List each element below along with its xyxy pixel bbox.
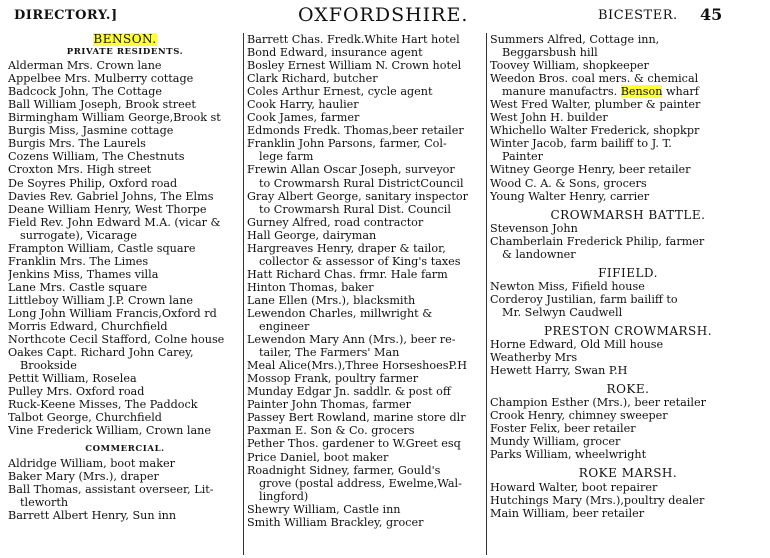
- entry-text: Roadnight Sidney, farmer, Gould's: [247, 463, 441, 477]
- header-section-label: DIRECTORY.]: [14, 8, 118, 23]
- entry-text: Frampton William, Castle square: [8, 241, 196, 255]
- entry-text: PRESTON CROWMARSH.: [543, 324, 713, 338]
- entry-text: PRIVATE RESIDENTS.: [66, 47, 184, 58]
- entry-text: Wood C. A. & Sons, grocers: [490, 176, 647, 190]
- entry-text: Frewin Allan Oscar Joseph, surveyor: [247, 163, 455, 177]
- entry-continuation: [490, 306, 766, 319]
- entry-text: Smith William Brackley, grocer: [247, 515, 424, 529]
- directory-entry: [490, 72, 766, 85]
- entry-text: lege farm: [259, 150, 314, 164]
- directory-entry: [8, 72, 242, 85]
- directory-entry: [8, 150, 242, 163]
- entry-text: Badcock John, The Cottage: [8, 85, 162, 99]
- entry-text: Davies Rev. Gabriel Johns, The Elms: [8, 189, 214, 203]
- entry-text: Burgis Mrs. The Laurels: [8, 137, 146, 151]
- entry-text: Long John William Francis,Oxford rd: [8, 306, 217, 320]
- directory-column-2: [247, 33, 487, 529]
- directory-entry: [8, 190, 242, 203]
- directory-entry: [8, 424, 242, 437]
- directory-entry: [490, 124, 766, 137]
- entry-text: Northcote Cecil Stafford, Colne house: [8, 333, 225, 347]
- entry-text: Pettit William, Roselea: [8, 372, 137, 386]
- directory-entry: [247, 451, 487, 464]
- entry-text: Cozens William, The Chestnuts: [8, 150, 185, 164]
- place-heading: [490, 383, 766, 396]
- directory-entry: [8, 85, 242, 98]
- entry-text: engineer: [259, 320, 310, 334]
- directory-entry: [490, 435, 766, 448]
- directory-entry: [490, 481, 766, 494]
- entry-text: Toovey William, shopkeeper: [490, 59, 649, 73]
- entry-text: Lane Ellen (Mrs.), blacksmith: [247, 293, 416, 307]
- header-town: BICESTER.: [598, 8, 678, 23]
- entry-text: West Fred Walter, plumber & painter: [490, 98, 701, 112]
- directory-entry: [247, 163, 487, 176]
- entry-text: Champion Esther (Mrs.), beer retailer: [490, 396, 706, 410]
- entry-text: Franklin John Parsons, farmer, Col-: [247, 137, 447, 151]
- entry-text: Horne Edward, Old Mill house: [490, 338, 664, 352]
- directory-entry: [490, 137, 766, 150]
- entry-text: COMMERCIAL.: [85, 444, 165, 455]
- entry-text: Chamberlain Frederick Philip, farmer: [490, 234, 705, 248]
- directory-entry: [8, 268, 242, 281]
- entry-text: Aldridge William, boot maker: [8, 456, 175, 470]
- place-heading: [490, 325, 766, 338]
- entry-text: Cook James, farmer: [247, 111, 360, 125]
- directory-entry: [490, 422, 766, 435]
- entry-text: Winter Jacob, farm bailiff to J. T.: [490, 137, 672, 151]
- entry-text: Hargreaves Henry, draper & tailor,: [247, 241, 446, 255]
- entry-continuation: [247, 490, 487, 503]
- directory-entry: [247, 216, 487, 229]
- directory-entry: [247, 59, 487, 72]
- entry-text: De Soyres Philip, Oxford road: [8, 176, 178, 190]
- directory-entry: [8, 346, 242, 359]
- header-county-title: OXFORDSHIRE.: [298, 4, 469, 26]
- entry-text: Barrett Chas. Fredk.White Hart hotel: [247, 33, 460, 46]
- entry-continuation: [247, 346, 487, 359]
- entry-text: grove (postal address, Ewelme,Wal-: [259, 476, 462, 490]
- entry-continuation: [490, 150, 766, 163]
- entry-text: Mundy William, grocer: [490, 435, 621, 449]
- directory-entry: [490, 338, 766, 351]
- entry-text: Hutchings Mary (Mrs.),poultry dealer: [490, 493, 705, 507]
- entry-text: Whichello Walter Frederick, shopkpr: [490, 124, 700, 138]
- entry-text: Main William, beer retailer: [490, 506, 645, 520]
- section-subheading: [8, 46, 242, 59]
- entry-text: tailer, The Farmers' Man: [259, 346, 400, 360]
- column-divider-1: [243, 33, 244, 555]
- directory-entry: [247, 111, 487, 124]
- entry-text: manure manufactrs.: [502, 85, 618, 99]
- directory-entry: [247, 33, 487, 46]
- directory-entry: [247, 359, 487, 372]
- place-heading: [490, 467, 766, 480]
- directory-entry: [247, 307, 487, 320]
- directory-entry: [490, 163, 766, 176]
- entry-text: Painter: [502, 150, 543, 164]
- entry-text: Parks William, wheelwright: [490, 448, 647, 462]
- entry-text: Paxman E. Son & Co. grocers: [247, 424, 415, 438]
- directory-entry: [247, 424, 487, 437]
- directory-entry: [8, 411, 242, 424]
- entry-text: Munday Edgar Jn. saddlr. & post off: [247, 385, 451, 399]
- entry-continuation: [490, 85, 766, 98]
- directory-entry: [247, 437, 487, 450]
- entry-text: Newton Miss, Fifield house: [490, 279, 645, 293]
- directory-entry: [8, 457, 242, 470]
- entry-text: lingford): [259, 489, 309, 503]
- page-number: 45: [700, 5, 723, 24]
- entry-continuation: [8, 496, 242, 509]
- directory-entry: [247, 98, 487, 111]
- directory-entry: [490, 409, 766, 422]
- entry-text: Edmonds Fredk. Thomas,beer retailer: [247, 124, 464, 138]
- directory-entry: [247, 124, 487, 137]
- directory-entry: [490, 364, 766, 377]
- directory-entry: [490, 111, 766, 124]
- entry-text: Cook Harry, haulier: [247, 98, 359, 112]
- directory-entry: [247, 372, 487, 385]
- entry-text: Deane William Henry, West Thorpe: [8, 202, 207, 216]
- entry-text: Birmingham William George,Brook st: [8, 111, 221, 125]
- highlighted-word: Benson: [620, 85, 663, 99]
- directory-entry: [8, 320, 242, 333]
- entry-text: Barrett Albert Henry, Sun inn: [8, 508, 177, 522]
- entry-text: Summers Alfred, Cottage inn,: [490, 33, 660, 46]
- directory-entry: [247, 137, 487, 150]
- entry-text: Painter John Thomas, farmer: [247, 398, 411, 412]
- directory-entry: [8, 59, 242, 72]
- place-heading: [490, 209, 766, 222]
- directory-entry: [247, 398, 487, 411]
- directory-entry: [247, 242, 487, 255]
- entry-text: Corderoy Justilian, farm bailiff to: [490, 292, 678, 306]
- directory-entry: [247, 229, 487, 242]
- directory-entry: [247, 72, 487, 85]
- directory-entry: [247, 294, 487, 307]
- entry-text: Ball Thomas, assistant overseer, Lit-: [8, 482, 214, 496]
- directory-entry: [490, 293, 766, 306]
- directory-entry: [8, 177, 242, 190]
- directory-entry: [8, 483, 242, 496]
- entry-text: Hall George, dairyman: [247, 228, 377, 242]
- directory-entry: [8, 509, 242, 522]
- entry-text: Vine Frederick William, Crown lane: [8, 424, 211, 438]
- entry-text: Franklin Mrs. The Limes: [8, 254, 149, 268]
- directory-entry: [8, 294, 242, 307]
- directory-entry: [8, 372, 242, 385]
- entry-text: Mossop Frank, poultry farmer: [247, 372, 419, 386]
- directory-entry: [247, 411, 487, 424]
- directory-entry: [490, 33, 766, 46]
- entry-text: Beggarsbush hill: [502, 46, 598, 60]
- directory-entry: [247, 503, 487, 516]
- directory-entry: [490, 396, 766, 409]
- directory-entry: [8, 216, 242, 229]
- entry-text: Witney George Henry, beer retailer: [490, 163, 691, 177]
- entry-continuation: [247, 150, 487, 163]
- entry-text: Lane Mrs. Castle square: [8, 280, 148, 294]
- directory-entry: [247, 385, 487, 398]
- entry-text: ROKE MARSH.: [578, 467, 678, 481]
- entry-continuation: [247, 177, 487, 190]
- entry-text: Field Rev. John Edward M.A. (vicar &: [8, 215, 221, 229]
- entry-text: to Crowmarsh Rural Dist. Council: [259, 202, 451, 216]
- directory-column-1: [8, 33, 242, 522]
- directory-entry: [8, 281, 242, 294]
- entry-text: Weedon Bros. coal mers. & chemical: [490, 72, 699, 86]
- entry-text: to Crowmarsh Rural DistrictCouncil: [259, 176, 464, 190]
- entry-text: Crook Henry, chimney sweeper: [490, 409, 668, 423]
- directory-entry: [247, 268, 487, 281]
- entry-text: Brookside: [20, 359, 77, 373]
- directory-entry: [490, 59, 766, 72]
- entry-text: Alderman Mrs. Crown lane: [8, 59, 162, 73]
- entry-text: FIFIELD.: [598, 266, 658, 280]
- entry-text: Gurney Alfred, road contractor: [247, 215, 424, 229]
- entry-text: Appelbee Mrs. Mulberry cottage: [8, 72, 194, 86]
- directory-entry: [8, 242, 242, 255]
- directory-entry: [490, 507, 766, 520]
- place-heading: [490, 267, 766, 280]
- directory-entry: [490, 98, 766, 111]
- entry-text: Hewett Harry, Swan P.H: [490, 364, 628, 378]
- directory-entry: [490, 222, 766, 235]
- entry-text: West John H. builder: [490, 111, 608, 125]
- directory-entry: [8, 307, 242, 320]
- entry-continuation: [490, 46, 766, 59]
- entry-text: Pether Thos. gardener to W.Greet esq: [247, 437, 461, 451]
- entry-text: Meal Alice(Mrs.),Three HorseshoesP.H: [247, 359, 468, 373]
- entry-text: Howard Walter, boot repairer: [490, 480, 658, 494]
- directory-entry: [247, 281, 487, 294]
- entry-text: Shewry William, Castle inn: [247, 502, 401, 516]
- directory-entry: [8, 255, 242, 268]
- entry-continuation: [8, 229, 242, 242]
- entry-text: Stevenson John: [490, 221, 578, 235]
- place-heading: [8, 33, 242, 46]
- entry-text: Burgis Miss, Jasmine cottage: [8, 124, 174, 138]
- directory-entry: [490, 280, 766, 293]
- entry-continuation: [247, 255, 487, 268]
- entry-continuation: [247, 203, 487, 216]
- entry-text: Oakes Capt. Richard John Carey,: [8, 346, 194, 360]
- entry-text: Littleboy William J.P. Crown lane: [8, 293, 194, 307]
- directory-entry: [8, 111, 242, 124]
- entry-text: Passey Bert Rowland, marine store dlr: [247, 411, 466, 425]
- entry-continuation: [247, 477, 487, 490]
- entry-continuation: [490, 248, 766, 261]
- entry-text: Young Walter Henry, carrier: [490, 189, 650, 203]
- section-subheading: [8, 443, 242, 456]
- entry-text: Gray Albert George, sanitary inspector: [247, 189, 468, 203]
- entry-text: Clark Richard, butcher: [247, 72, 378, 86]
- directory-entry: [490, 235, 766, 248]
- directory-entry: [490, 448, 766, 461]
- entry-text: Bosley Ernest William N. Crown hotel: [247, 59, 462, 73]
- entry-text: Croxton Mrs. High street: [8, 163, 152, 177]
- directory-entry: [247, 516, 487, 529]
- entry-text: Bond Edward, insurance agent: [247, 46, 423, 60]
- entry-text: Coles Arthur Ernest, cycle agent: [247, 85, 433, 99]
- entry-text: Weatherby Mrs: [490, 351, 578, 365]
- directory-entry: [8, 163, 242, 176]
- directory-entry: [8, 385, 242, 398]
- directory-entry: [490, 351, 766, 364]
- entry-text: Pulley Mrs. Oxford road: [8, 385, 145, 399]
- directory-entry: [8, 124, 242, 137]
- entry-text: Mr. Selwyn Caudwell: [502, 305, 623, 319]
- entry-text-after: wharf: [662, 85, 699, 99]
- entry-text: ROKE.: [606, 383, 650, 397]
- entry-text: Baker Mary (Mrs.), draper: [8, 469, 159, 483]
- entry-text: Morris Edward, Churchfield: [8, 320, 168, 334]
- directory-entry: [247, 190, 487, 203]
- entry-text: Jenkins Miss, Thames villa: [8, 267, 159, 281]
- entry-text: tleworth: [20, 495, 69, 509]
- entry-continuation: [8, 359, 242, 372]
- entry-text: Lewendon Mary Ann (Mrs.), beer re-: [247, 333, 456, 347]
- entry-text: Lewendon Charles, millwright &: [247, 306, 433, 320]
- directory-entry: [247, 46, 487, 59]
- directory-column-3: [490, 33, 766, 520]
- entry-text: Ruck-Keene Misses, The Paddock: [8, 398, 198, 412]
- entry-continuation: [247, 320, 487, 333]
- entry-text: Price Daniel, boot maker: [247, 450, 389, 464]
- entry-text: CROWMARSH BATTLE.: [550, 208, 706, 222]
- directory-entry: [8, 398, 242, 411]
- entry-text: collector & assessor of King's taxes: [259, 254, 461, 268]
- entry-text: Foster Felix, beer retailer: [490, 422, 636, 436]
- directory-entry: [8, 203, 242, 216]
- directory-entry: [8, 137, 242, 150]
- directory-entry: [247, 333, 487, 346]
- entry-text: Hatt Richard Chas. frmr. Hale farm: [247, 267, 448, 281]
- directory-entry: [8, 333, 242, 346]
- entry-text: Hinton Thomas, baker: [247, 280, 374, 294]
- entry-text: BENSON.: [93, 33, 157, 46]
- entry-text: & landowner: [502, 247, 576, 261]
- directory-entry: [247, 85, 487, 98]
- entry-text: Ball William Joseph, Brook street: [8, 98, 196, 112]
- entry-text: surrogate), Vicarage: [20, 228, 137, 242]
- directory-entry: [247, 464, 487, 477]
- directory-entry: [490, 177, 766, 190]
- directory-entry: [490, 190, 766, 203]
- directory-entry: [8, 470, 242, 483]
- directory-entry: [490, 494, 766, 507]
- entry-text: Talbot George, Churchfield: [8, 411, 162, 425]
- directory-entry: [8, 98, 242, 111]
